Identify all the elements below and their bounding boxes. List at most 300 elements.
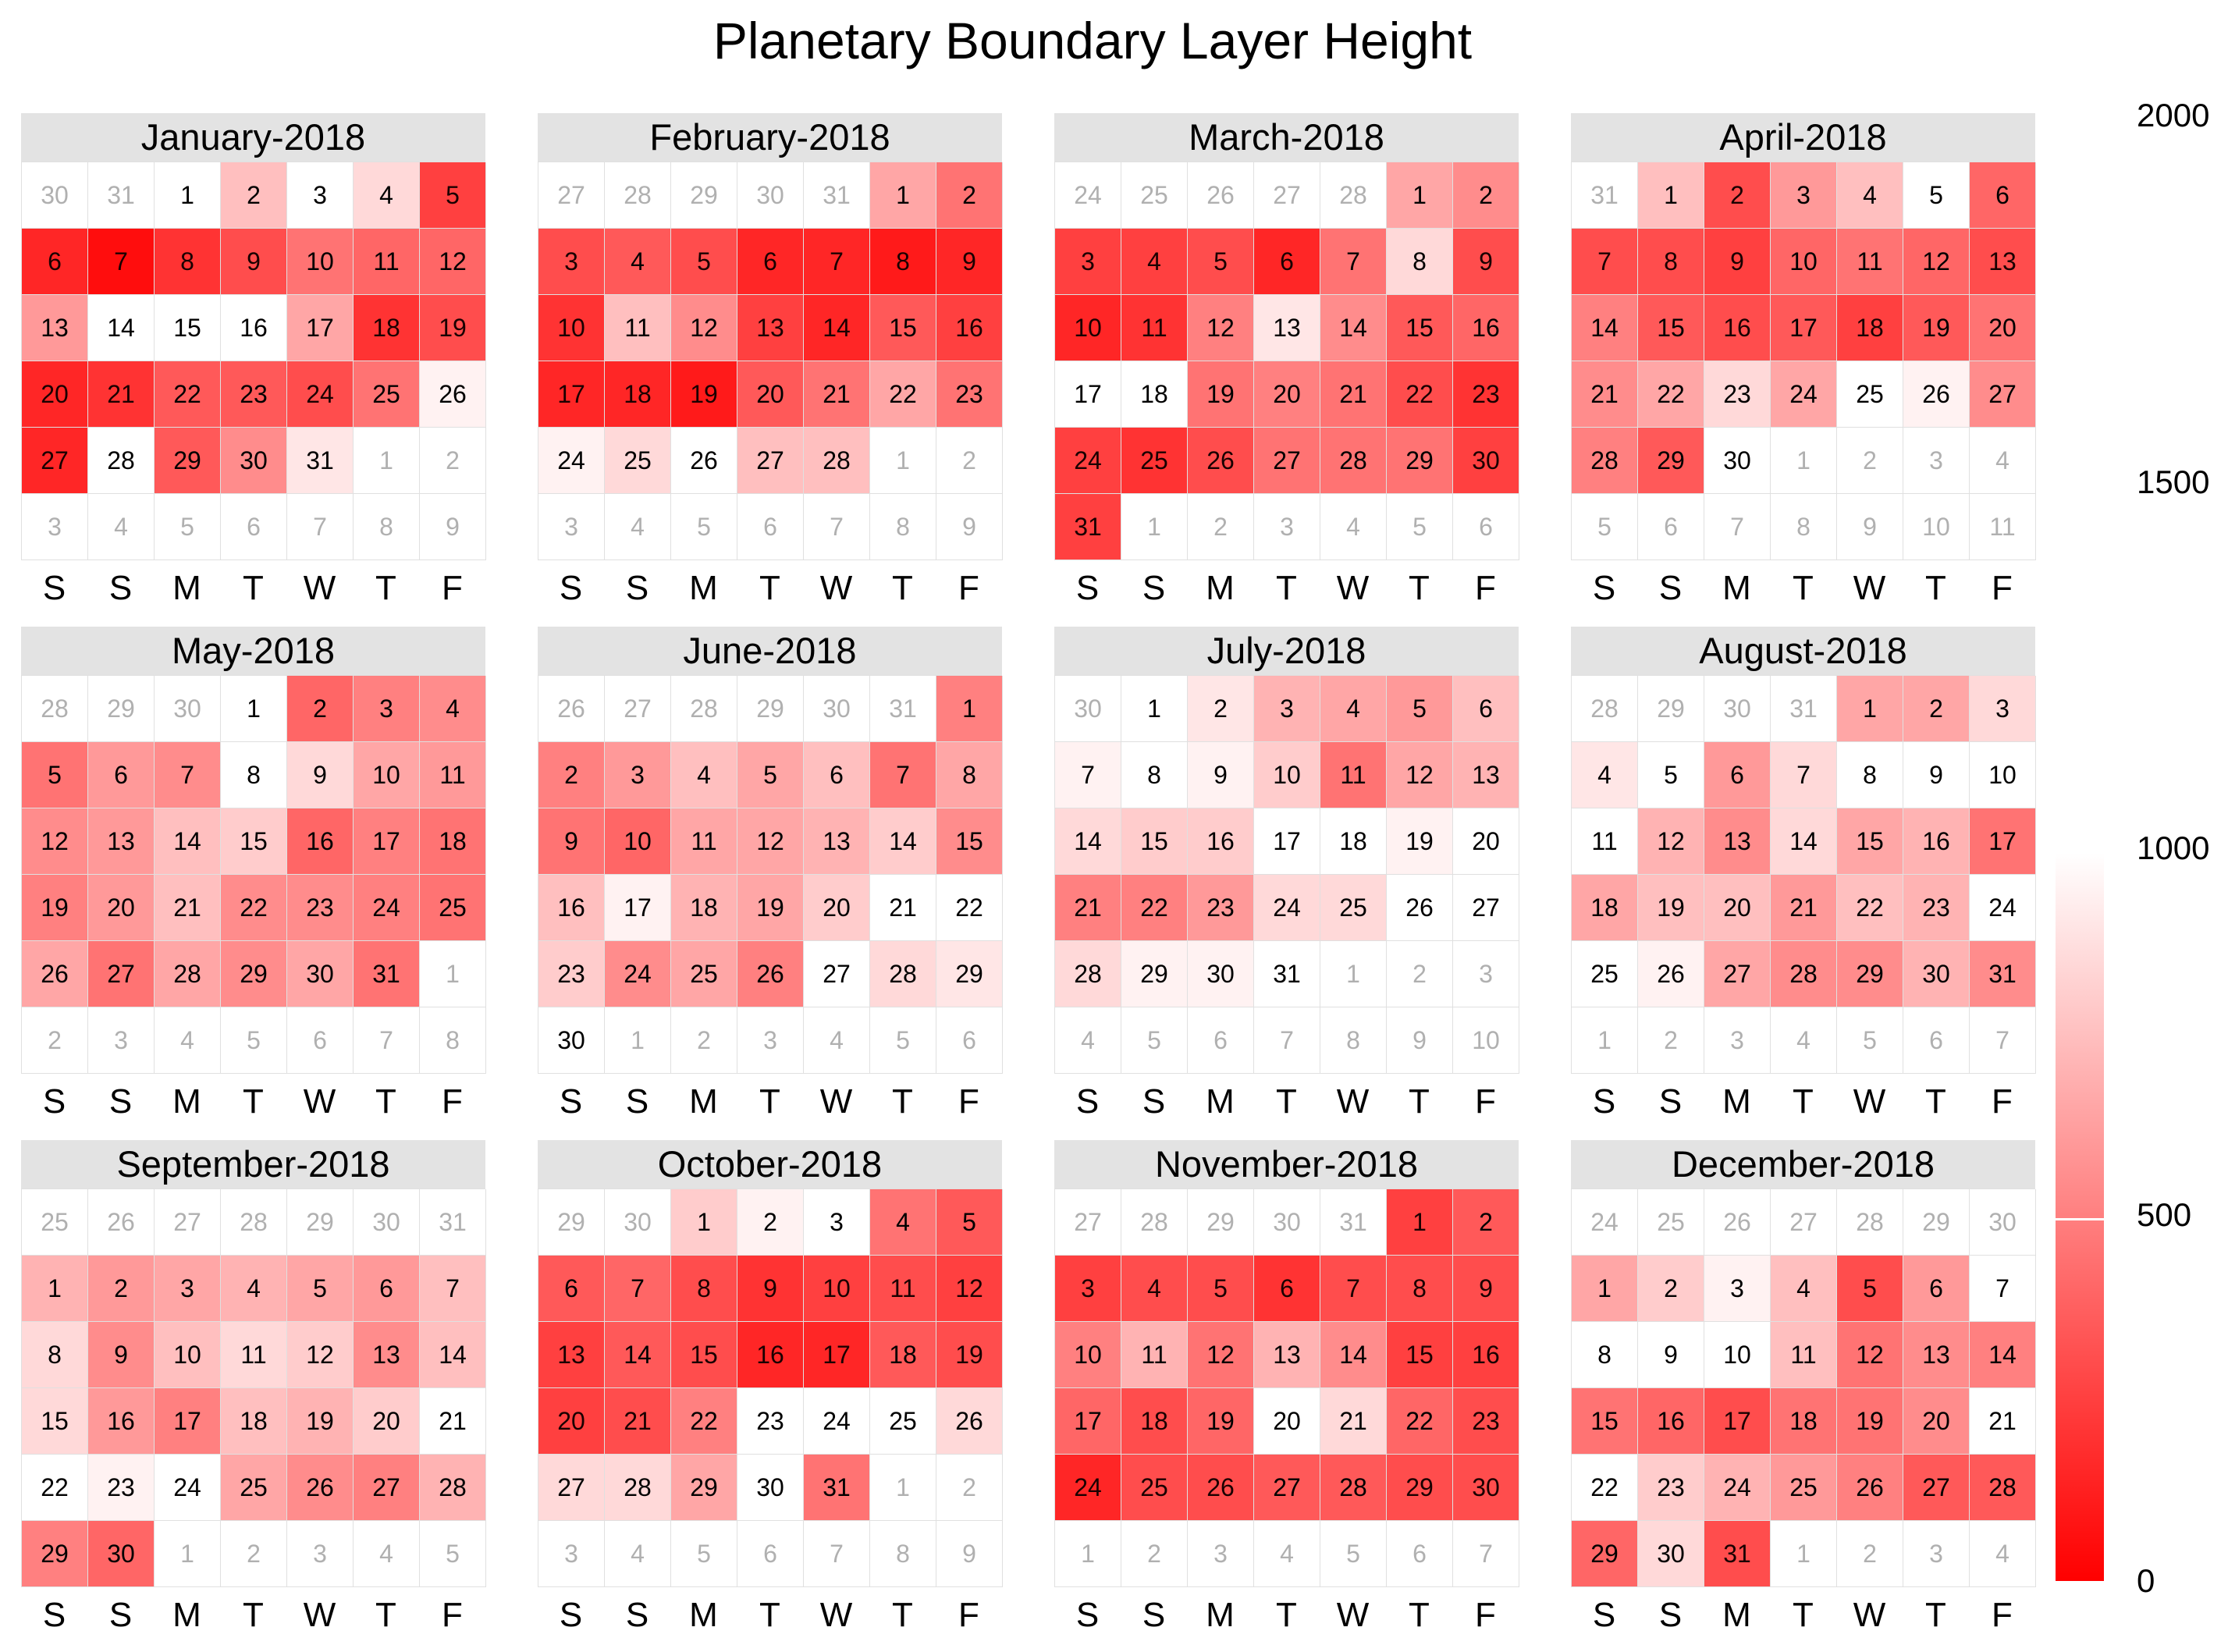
- other-month-day: 4: [354, 1521, 420, 1587]
- day-cell: 25: [1121, 428, 1188, 494]
- day-cell: 24: [287, 361, 354, 428]
- day-cell: 11: [870, 1256, 936, 1322]
- day-cell: 8: [155, 229, 221, 295]
- day-cell: 27: [737, 428, 804, 494]
- other-month-day: 6: [221, 494, 287, 560]
- day-cell: 22: [221, 875, 287, 941]
- day-cell: 5: [1188, 229, 1254, 295]
- day-cell: 5: [1387, 676, 1453, 742]
- other-month-day: 7: [1254, 1007, 1320, 1074]
- day-cell: 15: [1572, 1388, 1638, 1455]
- other-month-day: 3: [1903, 1521, 1970, 1587]
- day-cell: 9: [1453, 229, 1519, 295]
- day-cell: 28: [1572, 428, 1638, 494]
- day-cell: 26: [287, 1455, 354, 1521]
- weekday-label: W: [1336, 569, 1370, 607]
- other-month-day: 25: [22, 1189, 88, 1256]
- day-cell: 14: [420, 1322, 486, 1388]
- day-cell: 27: [804, 941, 870, 1007]
- day-cell: 23: [88, 1455, 155, 1521]
- other-month-day: 26: [1188, 162, 1254, 229]
- day-cell: 1: [155, 162, 221, 229]
- day-cell: 14: [1970, 1322, 2036, 1388]
- weekday-label: S: [559, 1596, 583, 1634]
- day-cell: 23: [1903, 875, 1970, 941]
- day-cell: 28: [1320, 428, 1387, 494]
- other-month-day: 6: [287, 1007, 354, 1074]
- weekday-label: S: [108, 1596, 133, 1634]
- weekday-label: W: [819, 1082, 853, 1121]
- other-month-day: 8: [420, 1007, 486, 1074]
- weekday-labels: [1054, 1593, 1519, 1637]
- other-month-day: 31: [1771, 676, 1837, 742]
- day-cell: 5: [737, 742, 804, 808]
- day-cell: 11: [671, 808, 737, 875]
- day-cell: 24: [1055, 1455, 1121, 1521]
- month-title: April-2018: [1571, 113, 2035, 162]
- month-panel: [1054, 113, 1519, 610]
- day-cell: 15: [936, 808, 1003, 875]
- day-cell: 2: [936, 162, 1003, 229]
- other-month-day: 2: [221, 1521, 287, 1587]
- other-month-day: 3: [1453, 941, 1519, 1007]
- day-cell: 24: [1055, 428, 1121, 494]
- colorbar-tick-label: 2000: [2137, 97, 2210, 133]
- day-cell: 8: [1638, 229, 1704, 295]
- day-cell: 28: [1055, 941, 1121, 1007]
- weekday-labels: [21, 1080, 485, 1124]
- day-cell: 28: [155, 941, 221, 1007]
- month-title: June-2018: [538, 627, 1002, 675]
- weekday-label: W: [1853, 1596, 1886, 1634]
- day-cell: 8: [1572, 1322, 1638, 1388]
- other-month-day: 6: [737, 494, 804, 560]
- other-month-day: 5: [420, 1521, 486, 1587]
- month-grid: [1571, 675, 2035, 1074]
- day-cell: 2: [1188, 676, 1254, 742]
- day-cell: 17: [1055, 1388, 1121, 1455]
- day-cell: 23: [287, 875, 354, 941]
- day-cell: 25: [1121, 1455, 1188, 1521]
- day-cell: 4: [1837, 162, 1903, 229]
- weekday-label: T: [1925, 569, 1946, 607]
- day-cell: 19: [1387, 808, 1453, 875]
- weekday-label: M: [689, 1596, 718, 1634]
- weekday-label: S: [1142, 569, 1166, 607]
- month-title: May-2018: [21, 627, 485, 675]
- day-cell: 8: [936, 742, 1003, 808]
- day-cell: 29: [1121, 941, 1188, 1007]
- weekday-label: S: [625, 1596, 649, 1634]
- other-month-day: 4: [155, 1007, 221, 1074]
- day-cell: 19: [737, 875, 804, 941]
- day-cell: 10: [1970, 742, 2036, 808]
- day-cell: 2: [1453, 162, 1519, 229]
- month-panel: [21, 1140, 485, 1637]
- month-panel: [1571, 627, 2035, 1124]
- day-cell: 3: [1254, 676, 1320, 742]
- weekday-label: F: [1992, 1082, 2013, 1121]
- day-cell: 30: [1638, 1521, 1704, 1587]
- weekday-label: M: [172, 1596, 201, 1634]
- other-month-day: 4: [88, 494, 155, 560]
- day-cell: 10: [1055, 1322, 1121, 1388]
- day-cell: 7: [1055, 742, 1121, 808]
- month-grid: [538, 675, 1002, 1074]
- day-cell: 22: [671, 1388, 737, 1455]
- day-cell: 20: [354, 1388, 420, 1455]
- day-cell: 9: [1704, 229, 1771, 295]
- day-cell: 8: [1387, 1256, 1453, 1322]
- day-cell: 3: [605, 742, 671, 808]
- day-cell: 11: [1837, 229, 1903, 295]
- weekday-label: S: [1592, 1596, 1616, 1634]
- day-cell: 19: [287, 1388, 354, 1455]
- weekday-labels: [538, 1593, 1002, 1637]
- weekday-label: F: [442, 1082, 463, 1121]
- weekday-label: T: [759, 1596, 780, 1634]
- weekday-label: T: [1409, 569, 1430, 607]
- other-month-day: 31: [88, 162, 155, 229]
- day-cell: 30: [1453, 1455, 1519, 1521]
- day-cell: 23: [538, 941, 605, 1007]
- day-cell: 13: [1970, 229, 2036, 295]
- month-grid: [1571, 162, 2035, 560]
- weekday-label: T: [1409, 1596, 1430, 1634]
- other-month-day: 25: [1638, 1189, 1704, 1256]
- other-month-day: 27: [1771, 1189, 1837, 1256]
- day-cell: 11: [354, 229, 420, 295]
- other-month-day: 1: [870, 1455, 936, 1521]
- weekday-labels: [1571, 1593, 2035, 1637]
- day-cell: 22: [1638, 361, 1704, 428]
- month-title: November-2018: [1054, 1140, 1519, 1188]
- weekday-label: S: [559, 1082, 583, 1121]
- other-month-day: 5: [1387, 494, 1453, 560]
- day-cell: 12: [22, 808, 88, 875]
- day-cell: 10: [354, 742, 420, 808]
- day-cell: 31: [1055, 494, 1121, 560]
- day-cell: 2: [538, 742, 605, 808]
- day-cell: 29: [1572, 1521, 1638, 1587]
- day-cell: 29: [1387, 1455, 1453, 1521]
- other-month-day: 6: [1188, 1007, 1254, 1074]
- day-cell: 12: [420, 229, 486, 295]
- weekday-label: W: [819, 1596, 853, 1634]
- weekday-label: S: [625, 1082, 649, 1121]
- weekday-label: T: [1276, 1596, 1297, 1634]
- day-cell: 23: [1704, 361, 1771, 428]
- other-month-day: 3: [538, 1521, 605, 1587]
- day-cell: 30: [737, 1455, 804, 1521]
- day-cell: 24: [1970, 875, 2036, 941]
- day-cell: 30: [1453, 428, 1519, 494]
- weekday-label: S: [42, 1596, 66, 1634]
- other-month-day: 1: [1055, 1521, 1121, 1587]
- day-cell: 12: [1387, 742, 1453, 808]
- weekday-label: S: [1658, 1596, 1683, 1634]
- day-cell: 12: [936, 1256, 1003, 1322]
- other-month-day: 25: [1121, 162, 1188, 229]
- day-cell: 22: [1387, 1388, 1453, 1455]
- day-cell: 28: [88, 428, 155, 494]
- day-cell: 11: [221, 1322, 287, 1388]
- other-month-day: 5: [221, 1007, 287, 1074]
- other-month-day: 29: [1188, 1189, 1254, 1256]
- other-month-day: 29: [88, 676, 155, 742]
- day-cell: 9: [1903, 742, 1970, 808]
- other-month-day: 24: [1055, 162, 1121, 229]
- day-cell: 29: [1638, 428, 1704, 494]
- day-cell: 8: [671, 1256, 737, 1322]
- day-cell: 11: [605, 295, 671, 361]
- day-cell: 4: [870, 1189, 936, 1256]
- day-cell: 28: [605, 1455, 671, 1521]
- day-cell: 29: [671, 1455, 737, 1521]
- day-cell: 30: [88, 1521, 155, 1587]
- day-cell: 14: [1572, 295, 1638, 361]
- day-cell: 27: [538, 1455, 605, 1521]
- other-month-day: 30: [1704, 676, 1771, 742]
- day-cell: 12: [1837, 1322, 1903, 1388]
- day-cell: 18: [1771, 1388, 1837, 1455]
- day-cell: 9: [538, 808, 605, 875]
- weekday-labels: [1054, 1080, 1519, 1124]
- day-cell: 9: [287, 742, 354, 808]
- day-cell: 21: [88, 361, 155, 428]
- month-title: February-2018: [538, 113, 1002, 162]
- other-month-day: 5: [1572, 494, 1638, 560]
- day-cell: 15: [671, 1322, 737, 1388]
- day-cell: 2: [1638, 1256, 1704, 1322]
- other-month-day: 2: [1837, 428, 1903, 494]
- day-cell: 27: [1704, 941, 1771, 1007]
- day-cell: 9: [221, 229, 287, 295]
- day-cell: 15: [1837, 808, 1903, 875]
- other-month-day: 2: [420, 428, 486, 494]
- day-cell: 4: [605, 229, 671, 295]
- other-month-day: 4: [1970, 1521, 2036, 1587]
- day-cell: 26: [1638, 941, 1704, 1007]
- day-cell: 20: [804, 875, 870, 941]
- day-cell: 25: [420, 875, 486, 941]
- day-cell: 17: [354, 808, 420, 875]
- weekday-label: T: [892, 569, 913, 607]
- colorbar-tick-label: 500: [2137, 1195, 2192, 1233]
- day-cell: 5: [936, 1189, 1003, 1256]
- day-cell: 15: [1638, 295, 1704, 361]
- day-cell: 25: [1320, 875, 1387, 941]
- day-cell: 21: [1055, 875, 1121, 941]
- other-month-day: 5: [870, 1007, 936, 1074]
- other-month-day: 3: [1903, 428, 1970, 494]
- day-cell: 2: [737, 1189, 804, 1256]
- day-cell: 13: [1254, 1322, 1320, 1388]
- other-month-day: 6: [1387, 1521, 1453, 1587]
- day-cell: 10: [1704, 1322, 1771, 1388]
- day-cell: 26: [22, 941, 88, 1007]
- month-panel: [1571, 1140, 2035, 1637]
- day-cell: 21: [1771, 875, 1837, 941]
- day-cell: 13: [354, 1322, 420, 1388]
- day-cell: 10: [155, 1322, 221, 1388]
- month-grid: [21, 675, 485, 1074]
- day-cell: 18: [1320, 808, 1387, 875]
- day-cell: 5: [1188, 1256, 1254, 1322]
- day-cell: 20: [538, 1388, 605, 1455]
- other-month-day: 7: [804, 494, 870, 560]
- other-month-day: 2: [1121, 1521, 1188, 1587]
- weekday-label: S: [42, 1082, 66, 1121]
- other-month-day: 10: [1903, 494, 1970, 560]
- other-month-day: 11: [1970, 494, 2036, 560]
- day-cell: 13: [1903, 1322, 1970, 1388]
- day-cell: 19: [1188, 361, 1254, 428]
- day-cell: 1: [1572, 1256, 1638, 1322]
- day-cell: 12: [287, 1322, 354, 1388]
- other-month-day: 8: [1771, 494, 1837, 560]
- month-grid: [538, 1188, 1002, 1587]
- day-cell: 14: [870, 808, 936, 875]
- weekday-label: W: [1336, 1082, 1370, 1121]
- day-cell: 9: [88, 1322, 155, 1388]
- weekday-label: W: [819, 569, 853, 607]
- day-cell: 14: [1055, 808, 1121, 875]
- day-cell: 6: [1254, 229, 1320, 295]
- day-cell: 17: [1970, 808, 2036, 875]
- day-cell: 18: [354, 295, 420, 361]
- colorbar-tick-label: 1000: [2137, 830, 2210, 866]
- day-cell: 28: [1970, 1455, 2036, 1521]
- day-cell: 20: [1970, 295, 2036, 361]
- other-month-day: 31: [1320, 1189, 1387, 1256]
- weekday-label: T: [375, 569, 396, 607]
- other-month-day: 2: [671, 1007, 737, 1074]
- day-cell: 18: [420, 808, 486, 875]
- day-cell: 9: [1188, 742, 1254, 808]
- other-month-day: 30: [354, 1189, 420, 1256]
- day-cell: 15: [1387, 1322, 1453, 1388]
- day-cell: 26: [420, 361, 486, 428]
- other-month-day: 6: [1638, 494, 1704, 560]
- day-cell: 1: [671, 1189, 737, 1256]
- month-title: January-2018: [21, 113, 485, 162]
- other-month-day: 29: [1903, 1189, 1970, 1256]
- month-grid: [1054, 675, 1519, 1074]
- day-cell: 24: [538, 428, 605, 494]
- weekday-label: F: [958, 1082, 979, 1121]
- other-month-day: 3: [22, 494, 88, 560]
- month-title: March-2018: [1054, 113, 1519, 162]
- day-cell: 19: [1903, 295, 1970, 361]
- day-cell: 8: [1387, 229, 1453, 295]
- day-cell: 27: [1254, 428, 1320, 494]
- other-month-day: 28: [671, 676, 737, 742]
- day-cell: 1: [221, 676, 287, 742]
- other-month-day: 27: [155, 1189, 221, 1256]
- other-month-day: 8: [870, 1521, 936, 1587]
- other-month-day: 1: [1572, 1007, 1638, 1074]
- weekday-label: F: [1475, 1596, 1496, 1634]
- other-month-day: 4: [605, 1521, 671, 1587]
- day-cell: 21: [870, 875, 936, 941]
- day-cell: 23: [1453, 1388, 1519, 1455]
- other-month-day: 24: [1572, 1189, 1638, 1256]
- day-cell: 3: [538, 229, 605, 295]
- day-cell: 29: [22, 1521, 88, 1587]
- day-cell: 5: [1903, 162, 1970, 229]
- other-month-day: 28: [1121, 1189, 1188, 1256]
- day-cell: 15: [1387, 295, 1453, 361]
- day-cell: 25: [1572, 941, 1638, 1007]
- weekday-label: M: [1722, 1596, 1751, 1634]
- day-cell: 19: [936, 1322, 1003, 1388]
- day-cell: 16: [1453, 295, 1519, 361]
- day-cell: 18: [605, 361, 671, 428]
- other-month-day: 5: [1320, 1521, 1387, 1587]
- month-grid: [21, 1188, 485, 1587]
- day-cell: 6: [538, 1256, 605, 1322]
- weekday-label: T: [243, 1082, 264, 1121]
- day-cell: 3: [1055, 1256, 1121, 1322]
- day-cell: 7: [1771, 742, 1837, 808]
- other-month-day: 28: [1837, 1189, 1903, 1256]
- colorbar-gradient: [2056, 853, 2104, 1581]
- day-cell: 14: [88, 295, 155, 361]
- day-cell: 3: [1970, 676, 2036, 742]
- other-month-day: 3: [287, 1521, 354, 1587]
- weekday-label: M: [1206, 569, 1235, 607]
- day-cell: 29: [155, 428, 221, 494]
- day-cell: 18: [870, 1322, 936, 1388]
- other-month-day: 8: [1320, 1007, 1387, 1074]
- weekday-label: T: [759, 1082, 780, 1121]
- day-cell: 30: [287, 941, 354, 1007]
- day-cell: 22: [1837, 875, 1903, 941]
- day-cell: 25: [221, 1455, 287, 1521]
- weekday-label: M: [172, 569, 201, 607]
- other-month-day: 30: [1254, 1189, 1320, 1256]
- other-month-day: 26: [1704, 1189, 1771, 1256]
- weekday-label: M: [1722, 1082, 1751, 1121]
- month-title: July-2018: [1054, 627, 1519, 675]
- day-cell: 25: [1771, 1455, 1837, 1521]
- month-panel: [21, 113, 485, 610]
- other-month-day: 7: [1970, 1007, 2036, 1074]
- day-cell: 22: [22, 1455, 88, 1521]
- other-month-day: 5: [1121, 1007, 1188, 1074]
- day-cell: 13: [1704, 808, 1771, 875]
- month-panel: [538, 113, 1002, 610]
- day-cell: 3: [804, 1189, 870, 1256]
- day-cell: 20: [22, 361, 88, 428]
- day-cell: 27: [354, 1455, 420, 1521]
- weekday-label: F: [1992, 569, 2013, 607]
- day-cell: 23: [221, 361, 287, 428]
- weekday-label: T: [243, 1596, 264, 1634]
- weekday-label: T: [1925, 1596, 1946, 1634]
- month-grid: [1054, 162, 1519, 560]
- day-cell: 28: [420, 1455, 486, 1521]
- other-month-day: 3: [737, 1007, 804, 1074]
- day-cell: 31: [804, 1455, 870, 1521]
- day-cell: 27: [1903, 1455, 1970, 1521]
- day-cell: 1: [1387, 162, 1453, 229]
- day-cell: 2: [1704, 162, 1771, 229]
- day-cell: 23: [1638, 1455, 1704, 1521]
- day-cell: 3: [1055, 229, 1121, 295]
- day-cell: 5: [22, 742, 88, 808]
